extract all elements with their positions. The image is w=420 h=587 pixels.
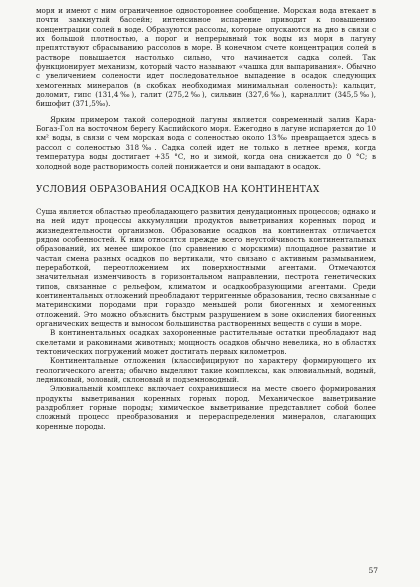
paragraph: Континентальные отложения (классифицируют по характеру формирующего их геологического агента; обычно выделяют такие комплексы, как элювиальный, водный, ледниковый, эоловый, склоновый и подземноводный.	[36, 356, 376, 385]
paragraph: моря и имеют с ним ограниченное одностороннее сообщение. Морская вода втекает в почти замкнутый бассейн; интенсивное испарение приводит к повышению концентрации солей в воде. Образуются рассолы, которые опускаются на дно в связи с их большой плотностью, а порог и непрерывный ток воды из моря в лагуну препятствуют сбрасыванию рассолов в море. В конечном счете концентрация солей в растворе повышается настолько сильно, что начинается садка солей. Так функционирует механизм, который часто называют «чашка для выпаривания». Обычно с увеличением солености идет последовательное выпадение в осадок следующих хемогенных минералов (в скобках необходимая минимальная соленость): кальцит, доломит, гипс (131,4‰), галит (275,2‰), сильвин (327,6‰), карналлит (345,5‰), бишофит (371,5‰).	[36, 6, 376, 109]
section-heading: УСЛОВИЯ ОБРАЗОВАНИЯ ОСАДКОВ НА КОНТИНЕНТАХ	[36, 184, 320, 195]
paragraph: Суша является областью преобладающего развития денудационных процессов; однако и на ней идут процессы аккумуляции продуктов выветривания коренных пород и жизнедеятельности организмов. Образование осадков на континентах отличается рядом особенностей. К ним относятся прежде всего неустойчивость континентальных образований, их менее широкое (по сравнению с морскими) площадное развитие и частая смена разных осадков по вертикали, что связано с активным размыванием, переработкой, переотложением их поверхностными агентами. Отмечаются значительная изменчивость в горизонтальном направлении, пестрота генетических типов, связанные с рельефом, климатом и осадкообразующими агентами. Среди континентальных отложений преобладают терригенные образования, тесно связанные с материнскими породами при гораздо меньшей роли биогенных и хемогенных отложений. Это можно объяснить быстрым разрушением в зоне окисления биогенных органических веществ и выносом большинства растворенных веществ с суши в море.	[36, 206, 376, 328]
paragraph: Ярким примером такой солеродной лагуны является современный залив Кара-Богаз-Гол на восточном берегу Каспийского моря. Ежегодно в лагуне испаряется до 10 км² воды, в связи с чем морская вода с соленостью около 13‰ превращается здесь в рассол с соленостью 318‰. Садка солей идет не только в летнее время, когда температура воды достигает +35 °С, но и зимой, когда она снижается до 0 °С; в холодной воде растворимость солей понижается и они выпадают в осадок.	[36, 114, 376, 171]
paragraph: В континентальных осадках захороненные растительные остатки преобладают над скелетами и раковинами животных; мощность осадков обычно невелика, но в областях тектонических погружений может достигать первых километров.	[36, 328, 376, 356]
body-text-top	[36, 6, 376, 171]
page-number: 57	[368, 566, 378, 575]
paragraph: Элювиальный комплекс включает сохранившиеся на месте своего формирования продукты выветривания коренных горных пород. Механическое выветривание раздробляет горные породы; химическое выветривание представляет собой более сложный процесс преобразования и перераспределения минералов, слагающих коренные породы.	[36, 384, 376, 431]
body-text-bottom	[36, 207, 376, 431]
